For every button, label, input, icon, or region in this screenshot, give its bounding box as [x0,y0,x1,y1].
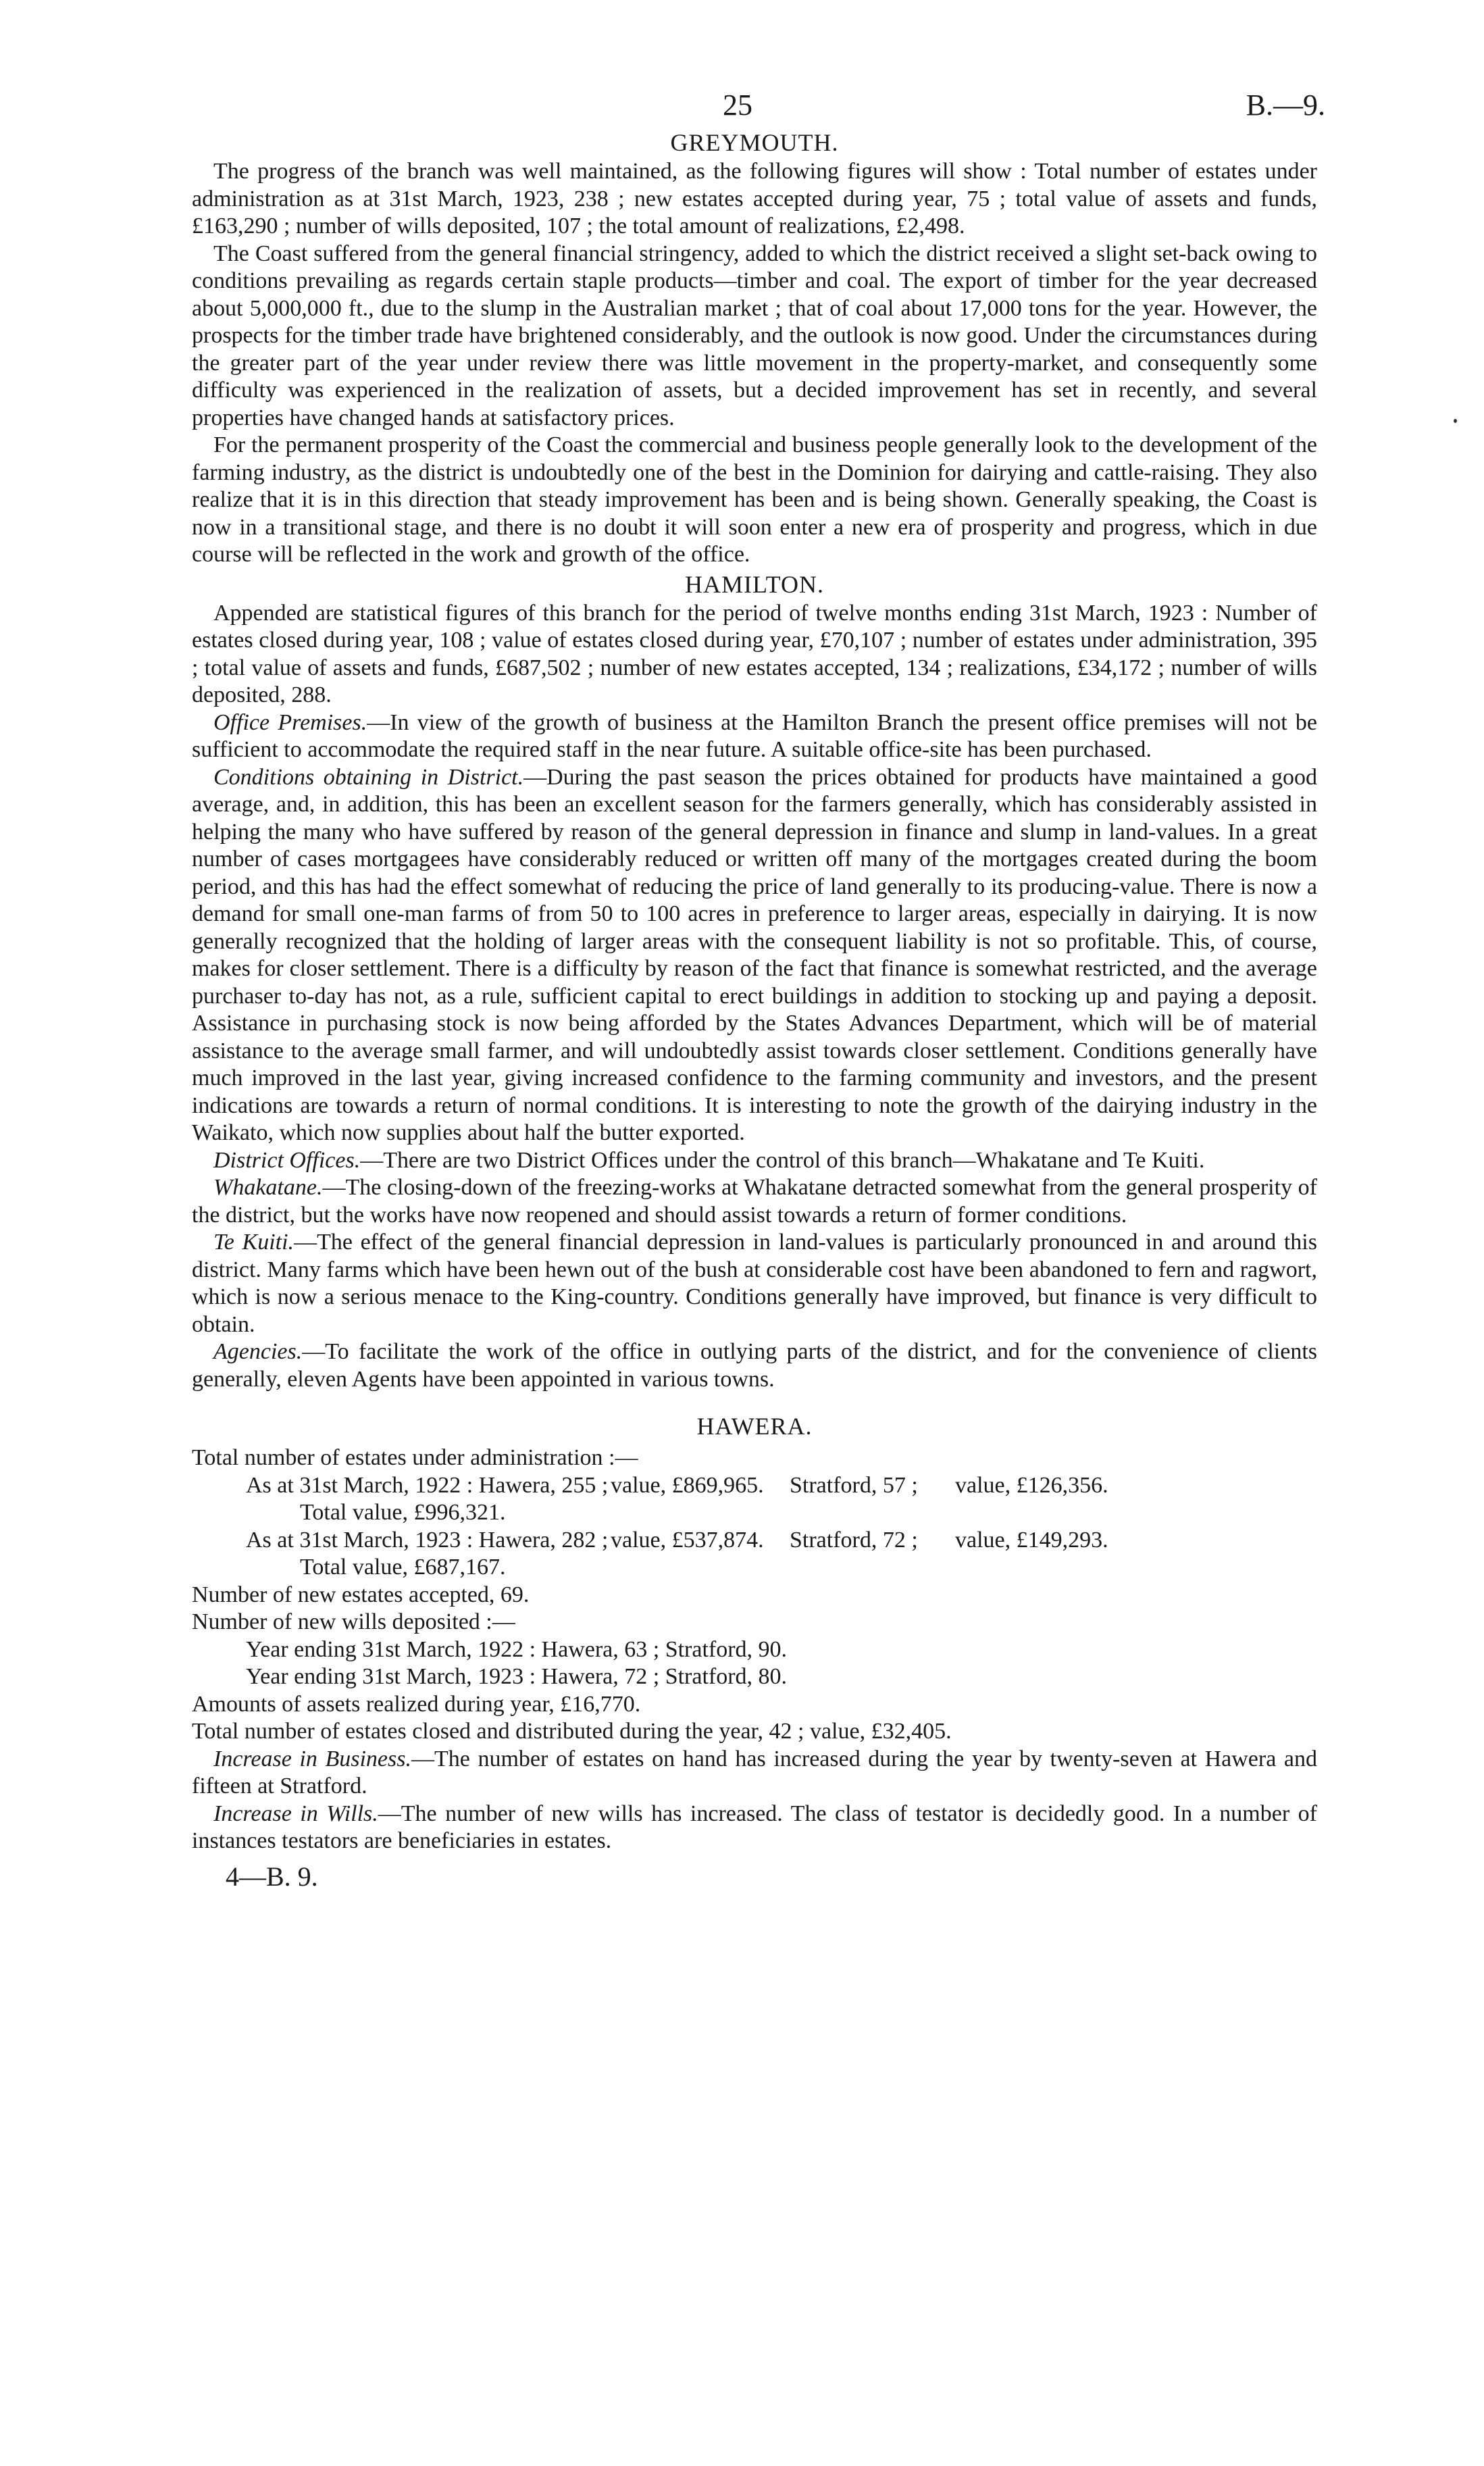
greymouth-paragraph-1: The progress of the branch was well maintained, as the following figures will show : Total number of estates under administration as at 31st March, 1923, 238 ; new estates accepted during year, 75 ; total value of assets and funds, £163,290 ; number of wills deposited, 107 ; the total amount of realizations, £2,498. [192,159,1317,238]
hawera-row-1923 [192,1527,1317,1555]
te-kuiti-text: —The effect of the general financial depression in land-values is particularly pronounced in and around this district. Many farms which have been hewn out of the bush at considerable cost have been abandoned to fern and ragwort, which is now a serious menace to the King-country. Conditions generally have improved, but finance is very difficult to obtain. [192,1230,1317,1337]
conditions-heading: Conditions obtaining in District. [213,764,524,790]
increase-wills-heading: Increase in Wills. [213,1801,378,1826]
conditions-paragraph [192,764,1317,1147]
hawera-1923-stratford: Stratford, 72 ; [790,1527,918,1553]
document-page [192,81,1325,1893]
whakatane-paragraph [192,1174,1317,1229]
document-code: B.—9. [1246,89,1325,122]
hawera-section [192,1411,1317,1855]
increase-business-paragraph [192,1746,1317,1801]
district-offices-paragraph [192,1147,1317,1175]
hawera-assets-realized: Amounts of assets realized during year, £16,770. [192,1691,641,1717]
hawera-wills-1923: Year ending 31st March, 1923 : Hawera, 72 ; Stratford, 80. [246,1664,788,1689]
agencies-paragraph [192,1338,1317,1393]
hawera-1922-total: Total value, £996,321. [300,1500,506,1525]
page-number: 25 [723,89,752,122]
hawera-total-estates-label: Total number of estates under administration :— [192,1445,638,1470]
greymouth-paragraph-3: For the permanent prosperity of the Coast the commercial and business people generally look to the development of the farming industry, as the district is undoubtedly one of the best in the Dominion for dairying and cattle-raising. They also realize that it is in this direction that steady improvement has been and is being shown. Generally speaking, the Coast is now in a transitional stage, and there is no doubt it will soon enter a new era of prosperity and progress, which in due course will be reflected in the work and growth of the office. [192,432,1317,567]
hawera-1922-stratford: Stratford, 57 ; [790,1472,918,1498]
footer-signature: 4—B. 9. [226,1861,318,1892]
agencies-heading: Agencies. [213,1339,303,1364]
hawera-estates-closed: Total number of estates closed and distributed during the year, 42 ; value, £32,405. [192,1719,952,1744]
hawera-row-1922 [192,1472,1317,1500]
increase-business-text: —The number of estates on hand has increased during the year by twenty-seven at Hawera and fifteen at Stratford. [192,1746,1317,1798]
whakatane-text: —The closing-down of the freezing-works at Whakatane detracted somewhat from the general prosperity of the district, but the works have now reopened and should assist towards a return of former conditions. [192,1175,1317,1228]
hawera-1923-total: Total value, £687,167. [300,1555,506,1580]
greymouth-title: GREYMOUTH. [670,129,839,156]
increase-wills-paragraph [192,1801,1317,1855]
conditions-text: —During the past season the prices obtained for products have maintained a good average, and, in addition, this has been an excellent season for the farmers generally, which has considerably assisted in helping the many who have suffered by reason of the general depression in finance and slump in land-values. In a great number of cases mortgagees have considerably reduced or written off many of the mortgages created during the boom period, and this has had the effect somewhat of reducing the price of land generally to its producing-value. There is now a demand for small one-man farms of from 50 to 100 acres in preference to larger areas, especially in dairying. It is now generally recognized that the holding of larger areas with the consequent liability is not so profitable. This, of course, makes for closer settlement. There is a difficulty by reason of the fact that finance is somewhat restricted, and the average purchaser to-day has not, as a rule, sufficient capital to erect buildings in addition to stocking up and paying a deposit. Assistance in purchasing stock is now being afforded by the States Advances Department, which will be of material assistance to the average small farmer, and will undoubtedly assist towards closer settlement. Conditions generally have much improved in the last year, giving increased confidence to the farming community and investors, and the present indications are towards a return of normal conditions. It is interesting to note the growth of the dairying industry in the Waikato, which now supplies about half the butter exported. [192,764,1317,1145]
hawera-title: HAWERA. [696,1413,813,1440]
hawera-new-estates: Number of new estates accepted, 69. [192,1582,530,1607]
hawera-1922-hawera-value: value, £869,965. [611,1472,764,1498]
greymouth-paragraph-2: The Coast suffered from the general financial stringency, added to which the district received a slight set-back owing to conditions prevailing as regards certain staple products—timber and coal. The export of timber for the year decreased about 5,000,000 ft., due to the slump in the Australian market ; that of coal about 17,000 tons for the year. However, the prospects for the timber trade have brightened considerably, and the outlook is now good. Under the circumstances during the greater part of the year under review there was little movement in the property-market, and consequently some difficulty was experienced in the realization of assets, but a decided improvement has set in recently, and several properties have changed hands at satisfactory prices. [192,241,1317,430]
office-premises-paragraph [192,709,1317,764]
hawera-1922-stratford-value: value, £126,356. [955,1472,1108,1498]
office-premises-text: —In view of the growth of business at the Hamilton Branch the present office premises will not be sufficient to accommodate the required staff in the near future. A suitable office-site has been purchased. [192,709,1317,762]
agencies-text: —To facilitate the work of the office in outlying parts of the district, and for the convenience of clients generally, eleven Agents have been appointed in various towns. [192,1339,1317,1392]
hawera-wills-1922: Year ending 31st March, 1922 : Hawera, 63 ; Stratford, 90. [246,1636,788,1662]
increase-wills-text: —The number of new wills has increased. The class of testator is decidedly good. In a number of instances testators are beneficiaries in estates. [192,1801,1317,1853]
hawera-1923-hawera-value: value, £537,874. [611,1527,764,1553]
hamilton-section [192,569,1317,1394]
hawera-1922-hawera: As at 31st March, 1922 : Hawera, 255 ; [246,1472,609,1498]
district-offices-text: —There are two District Offices under the control of this branch—Whakatane and Te Kuiti. [360,1147,1205,1173]
district-offices-heading: District Offices. [213,1147,361,1173]
hamilton-paragraph-1: Appended are statistical figures of this branch for the period of twelve months ending 31st March, 1923 : Number of estates closed during year, 108 ; value of estates closed during year, £70,107 ; number of estates under administration, 395 ; total value of assets and funds, £687,502 ; number of new estates accepted, 134 ; realizations, £34,172 ; number of wills deposited, 288. [192,600,1317,707]
te-kuiti-paragraph [192,1229,1317,1338]
ink-speck [1454,419,1457,423]
office-premises-heading: Office Premises. [213,709,367,735]
page-header [192,81,1325,122]
greymouth-section [192,127,1317,569]
increase-business-heading: Increase in Business. [213,1746,411,1771]
whakatane-heading: Whakatane. [213,1175,323,1200]
hawera-new-wills-label: Number of new wills deposited :— [192,1609,515,1634]
te-kuiti-heading: Te Kuiti. [213,1230,295,1255]
hawera-1923-stratford-value: value, £149,293. [955,1527,1108,1553]
hawera-1923-hawera: As at 31st March, 1923 : Hawera, 282 ; [246,1527,609,1553]
hamilton-title: HAMILTON. [684,570,824,598]
